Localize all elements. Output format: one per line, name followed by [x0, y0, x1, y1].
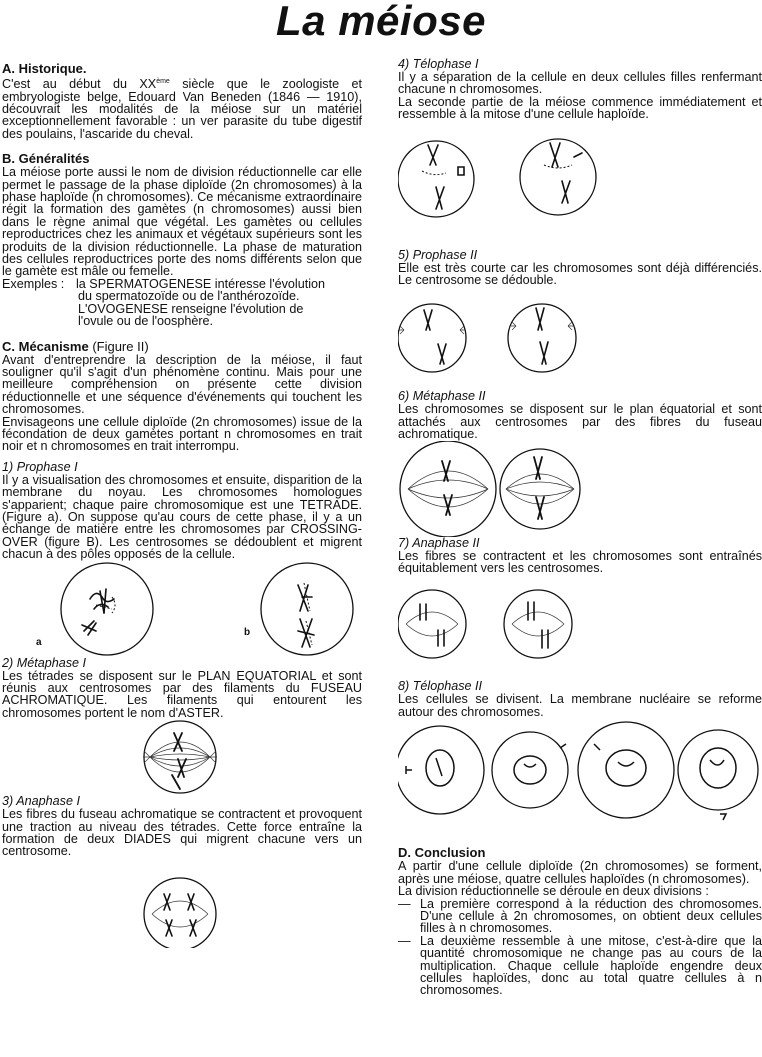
section-metaphase-2: [398, 390, 762, 536]
prophase-1-text: Il y a visualisation des chromosomes et ensuite, disparition de la membrane du noyau. Les chromosomes homologues s'apparient; chaque paire chromosomique est une TETRADE. (Figure a). On suppose qu'au cours de cette phase, il y a un échange de matière entre les chromosomes par CROSSING-OVER (figure B). Les centrosomes se dédoublent et migrent chacun à des pôles opposés de la cellule.: [2, 472, 362, 562]
anaphase-1-heading: 3) Anaphase I: [2, 794, 80, 809]
telophase-1-text-1: Il y a séparation de la cellule en deux cellules filles renfermant chacune n chromosomes.: [398, 70, 762, 97]
generalites-text: La méiose porte aussi le nom de division réductionnelle car elle permet le passage de la phase diploïde (2n chromosomes) à la phase haploïde (n chromosomes). Ce mécanisme extraordinaire régit la formation des gamètes (n chromosomes) aussi bien dans le règne animal que végétal. Les gamètes ou cellules reproductrices chez les animaux et végétaux supérieurs sont les produits de la division réductionnelle. La phase de maturation des cellules reproductrices porte des noms différents selon que le gamète est mâle ou femelle.: [2, 165, 362, 279]
conclusion-list: [398, 898, 762, 997]
prophase-2-figure: [398, 286, 762, 390]
section-mecanisme: [2, 340, 362, 453]
telophase-2-text: Les cellules se divisent. La membrane nucléaire se reforme autour des chromosomes.: [398, 692, 762, 719]
anaphase-2-figure: [398, 574, 762, 680]
metaphase-1-figure: [2, 719, 362, 795]
right-column: [398, 58, 762, 997]
historique-heading: A. Historique.: [2, 61, 87, 76]
left-column: [2, 62, 362, 948]
anaphase-1-figure: [2, 858, 362, 948]
section-generalites: [2, 152, 362, 327]
example-ovogenese-1: L'OVOGENESE renseigne l'évolution de: [78, 301, 304, 316]
section-anaphase-1: [2, 795, 362, 948]
prophase-1-heading: 1) Prophase I: [2, 459, 78, 474]
telophase-1-figure: [398, 121, 762, 249]
metaphase-1-text: Les tétrades se disposent sur le PLAN EQUATORIAL et sont réunis aux centrosomes par des filaments du FUSEAU ACHROMATIQUE. Les filaments qui entourent les chromosomes portent le nom d'ASTER.: [2, 668, 362, 720]
example-spermatogenese-1: la SPERMATOGENESE intéresse l'évolution: [76, 276, 326, 291]
metaphase-1-cell-illustration: [2, 719, 362, 795]
metaphase-2-cells-illustration: [398, 441, 762, 537]
prophase-2-cells-illustration: [398, 286, 762, 390]
anaphase-1-cell-illustration: [2, 858, 362, 948]
telophase-1-heading: 4) Télophase I: [398, 57, 479, 71]
telophase-2-heading: 8) Télophase II: [398, 679, 483, 694]
conclusion-heading: D. Conclusion: [398, 845, 486, 861]
prophase-2-text: Elle est très courte car les chromosomes sont déjà différenciés. Le centrosome se dédouble.: [398, 260, 762, 288]
conclusion-item-1: — La première correspond à la réduction des chromosomes. D'une cellule à 2n chromosomes, on obtient deux cellules filles à n chromosomes.: [398, 898, 762, 935]
section-metaphase-1: [2, 657, 362, 796]
anaphase-2-cells-illustration: [398, 574, 762, 680]
mecanisme-para2: Envisageons une cellule diploïde (2n chromosomes) issue de la fécondation de deux gamètes portant n chromosomes en trait noir et n chromosomes en trait interrompu.: [2, 414, 362, 454]
telophase-1-cells-illustration: [398, 121, 762, 249]
mecanisme-para1: Avant d'entreprendre la description de la méiose, il faut souligner qu'il s'agit d'un phénomène continu. Mais pour une meilleure compréhension on présente cette division réductionnelle et une séquence d'événements qui touchent les chromosomes.: [2, 352, 362, 417]
prophase-2-heading: 5) Prophase II: [398, 247, 478, 262]
examples-block: [2, 278, 362, 328]
section-historique: [2, 62, 362, 140]
conclusion-text-1: A partir d'une cellule diploïde (2n chromosomes) se forment, après une méiose, quatre cellules haploïdes (n chromosomes).: [398, 859, 762, 886]
figure-label-a: a: [36, 636, 42, 648]
page-title: La méiose: [276, 0, 486, 44]
section-conclusion: [398, 846, 762, 996]
telophase-1-text-2: La seconde partie de la méiose commence immédiatement et ressemble à la mitose d'une cellule haploïde.: [398, 94, 762, 122]
conclusion-text-2: La division réductionnelle se déroule en deux divisions :: [398, 884, 709, 899]
section-prophase-2: [398, 249, 762, 391]
figure-label-b: b: [244, 626, 251, 638]
section-telophase-1: [398, 58, 762, 249]
section-prophase-1: [2, 461, 362, 657]
anaphase-2-heading: 7) Anaphase II: [398, 535, 480, 550]
example-spermatogenese-2: du spermatozoïde ou de l'anthérozoïde.: [78, 289, 300, 304]
metaphase-1-heading: 2) Métaphase I: [2, 655, 87, 670]
example-ovogenese-2: l'ovule ou de l'oosphère.: [78, 314, 214, 329]
mecanisme-heading: C. Mécanisme (Figure II): [2, 338, 149, 354]
section-telophase-2: [398, 680, 762, 846]
metaphase-2-figure: [398, 441, 762, 537]
generalites-heading: B. Généralités: [2, 151, 90, 167]
section-anaphase-2: [398, 537, 762, 681]
examples-label: Exemples :: [2, 276, 65, 291]
prophase-1-cells-illustration: [2, 561, 362, 657]
anaphase-2-text: Les fibres se contractent et les chromosomes sont entraînés équitablement vers les centrosomes.: [398, 548, 762, 576]
metaphase-2-text: Les chromosomes se disposent sur le plan équatorial et sont attachés aux centrosomes par des fibres du fuseau achromatique.: [398, 402, 762, 442]
telophase-2-cells-illustration: [398, 718, 762, 846]
conclusion-item-2: — La deuxième ressemble à une mitose, c'est-à-dire que la quantité chromosomique ne change pas au cours de la multiplication. Chaque cellule haploïde engendre deux cellules haploïdes, donc au total quatre cellules à n chromosomes.: [398, 935, 762, 997]
prophase-1-figure: [2, 561, 362, 657]
telophase-2-figure: [398, 718, 762, 846]
metaphase-2-heading: 6) Métaphase II: [398, 389, 486, 404]
anaphase-1-text: Les fibres du fuseau achromatique se contractent et provoquent une traction au niveau des tétrades. Cette force entraîne la formation de deux DIADES qui migrent chacune vers un centrosome.: [2, 807, 362, 859]
historique-text: C'est au début du XXème siècle que le zoologiste et embryologiste belge, Edouard Van Beneden (1846 — 1910), découvrait les modalités de la méiose sur un matériel exceptionnellement favorable : un ver parasite du tube digestif des poulains, l'ascaride du cheval.: [2, 77, 362, 141]
